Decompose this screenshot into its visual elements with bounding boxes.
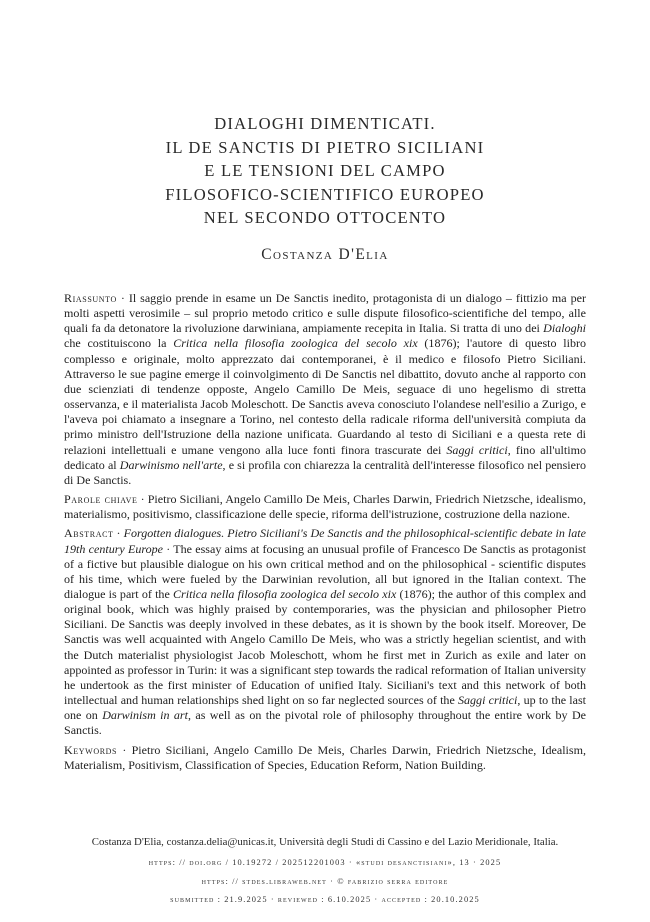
- title-line: FILOSOFICO-SCIENTIFICO EUROPEO: [165, 184, 485, 204]
- publisher-line: https: // stdes.libraweb.net · © fabrizio serra editore: [201, 877, 449, 886]
- abstract-text: , as well as on the pivotal role of philosophy throughout the entire work by De Sanctis.: [64, 708, 586, 738]
- riassunto-italic: Critica nella filosofia zoologica del secolo xix: [173, 336, 418, 351]
- abstract-label: Abstract: [64, 526, 114, 541]
- abstract-text: The essay aims at focusing an unusual profile of Francesco De Sanctis as protagonist of a fictive but plausible dialogue on his own critical method and on the philosophical - scientific disputes of his time, which were fueled by the Darwinian revolution, all but ignored in the Italian context. The dialogue is part of the: [64, 541, 586, 601]
- riassunto-text: , e si profila con chiarezza la centralità dell'interesse filosofico nel pensiero di De Sanctis.: [64, 457, 586, 487]
- parole-chiave-text: Pietro Siciliani, Angelo Camillo De Meis, Charles Darwin, Friedrich Nietzsche, idealismo, materialismo, positivismo, classificazione delle specie, riforma dell'istruzione, costruzione della nazione.: [64, 492, 586, 522]
- doi-line: https: // doi.org / 10.19272 / 202512201003 · «studi desanctisiani», 13 · 2025: [148, 858, 502, 867]
- keywords-paragraph: [64, 743, 586, 773]
- separator: ·: [113, 526, 124, 541]
- title-line: NEL SECONDO OTTOCENTO: [203, 208, 447, 227]
- riassunto-text: , fino all'ultimo dedicato al: [64, 442, 586, 472]
- abstracts-block: [64, 291, 586, 773]
- abstract-text: (1876); the author of this complex and original book, which was highly praised by contemporaries, was the physician and philosopher Pietro Siciliani. De Sanctis was deeply involved in these debates, as it is shown by the book itself. Moreover, De Sanctis was well acquainted with Angelo Camillo De Meis, who was a strictly hegelian scientist, and with the Dutch materialist physiologist Jacob Moleschott, whom he first met in Zurich as exile and later on appointed as professor in Turin: it was a significant step towards the radical reformation of Italian university he undertook as the first minister of Education of unified Italy. Siciliani's text and this network of both intellectual and human relationships shed light on so far neglected sources of the: [64, 586, 587, 708]
- riassunto-text: Il saggio prende in esame un De Sanctis inedito, protagonista di un dialogo – fittizio ma per molti aspetti verosimile – sul proprio metodo critico e sulle dispute filosofico-scientifiche del tempo, alle quali fa da detonatore la rivoluzione darwiniana, ampiamente recepita in Italia. Si tratta di uno dei: [64, 291, 587, 336]
- riassunto-italic: Dialoghi: [543, 321, 586, 336]
- separator: ·: [116, 291, 129, 305]
- article-title: [0, 112, 650, 230]
- separator: ·: [117, 742, 132, 757]
- author-name: Costanza D'Elia: [261, 246, 389, 263]
- riassunto-italic: Saggi critici: [446, 442, 508, 457]
- parole-chiave-label: Parole chiave: [64, 492, 138, 507]
- title-line: IL DE SANCTIS DI PIETRO SICILIANI: [165, 137, 485, 157]
- abstract-paragraph: [64, 526, 586, 738]
- abstract-title: Forgotten dialogues. Pietro Siciliani's De Sanctis and the philosophical-scientific debate in late 19th century Europe: [64, 526, 586, 556]
- abstract-italic: Critica nella filosofia zoologica del secolo xix: [173, 586, 397, 601]
- separator: ·: [163, 541, 174, 556]
- parole-chiave-paragraph: [64, 492, 586, 522]
- abstract-italic: Saggi critici: [457, 693, 518, 708]
- riassunto-label: Riassunto: [64, 291, 117, 305]
- keywords-text: Pietro Siciliani, Angelo Camillo De Meis, Charles Darwin, Friedrich Nietzsche, Idealism, Materialism, Positivism, Classification of Species, Education Reform, Nation Building.: [64, 742, 586, 772]
- separator: ·: [137, 492, 148, 507]
- title-line: E LE TENSIONI DEL CAMPO: [204, 161, 446, 180]
- keywords-label: Keywords: [64, 742, 118, 757]
- abstract-text: , up to the last one on: [64, 693, 586, 723]
- riassunto-text: (1876); l'autore di questo libro complesso e originale, molto apprezzato dai contemporanei, è il medico e filosofo Pietro Siciliani. Attraverso le sue pagine emerge il coinvolgimento di De Sanctis nel dibattito, dovuto anche al rapporto con due scienziati di tendenze opposte, Angelo Camillo De Meis, seguace di uno hegelismo di stretta osservanza, e il materialista Jacob Moleschott. De Sanctis aveva conosciuto l'olandese nell'esilio a Zurigo, e l'aveva poi chiamato a insegnare a Torino, nel contesto della radicale riforma dell'università compiuta da primo ministro dell'Istruzione della nazione unificata. Guardando al testo di Siciliani e a questa rete di relazioni intellettuali e umane vengono alla luce fonti finora trascurate dei: [64, 336, 587, 457]
- riassunto-text: che costituiscono la: [64, 336, 174, 351]
- author-affiliation: Costanza D'Elia, costanza.delia@unicas.it, Università degli Studi di Cassino e del Lazio Meridionale, Italia.: [91, 836, 559, 848]
- riassunto-italic: Darwinismo nell'arte: [119, 457, 223, 472]
- submission-dates: submitted : 21.9.2025 · reviewed : 6.10.2025 · accepted : 20.10.2025: [170, 895, 480, 904]
- riassunto-paragraph: [64, 291, 586, 488]
- abstract-italic: Darwinism in art: [102, 708, 188, 723]
- title-line: DIALOGHI DIMENTICATI.: [214, 114, 436, 133]
